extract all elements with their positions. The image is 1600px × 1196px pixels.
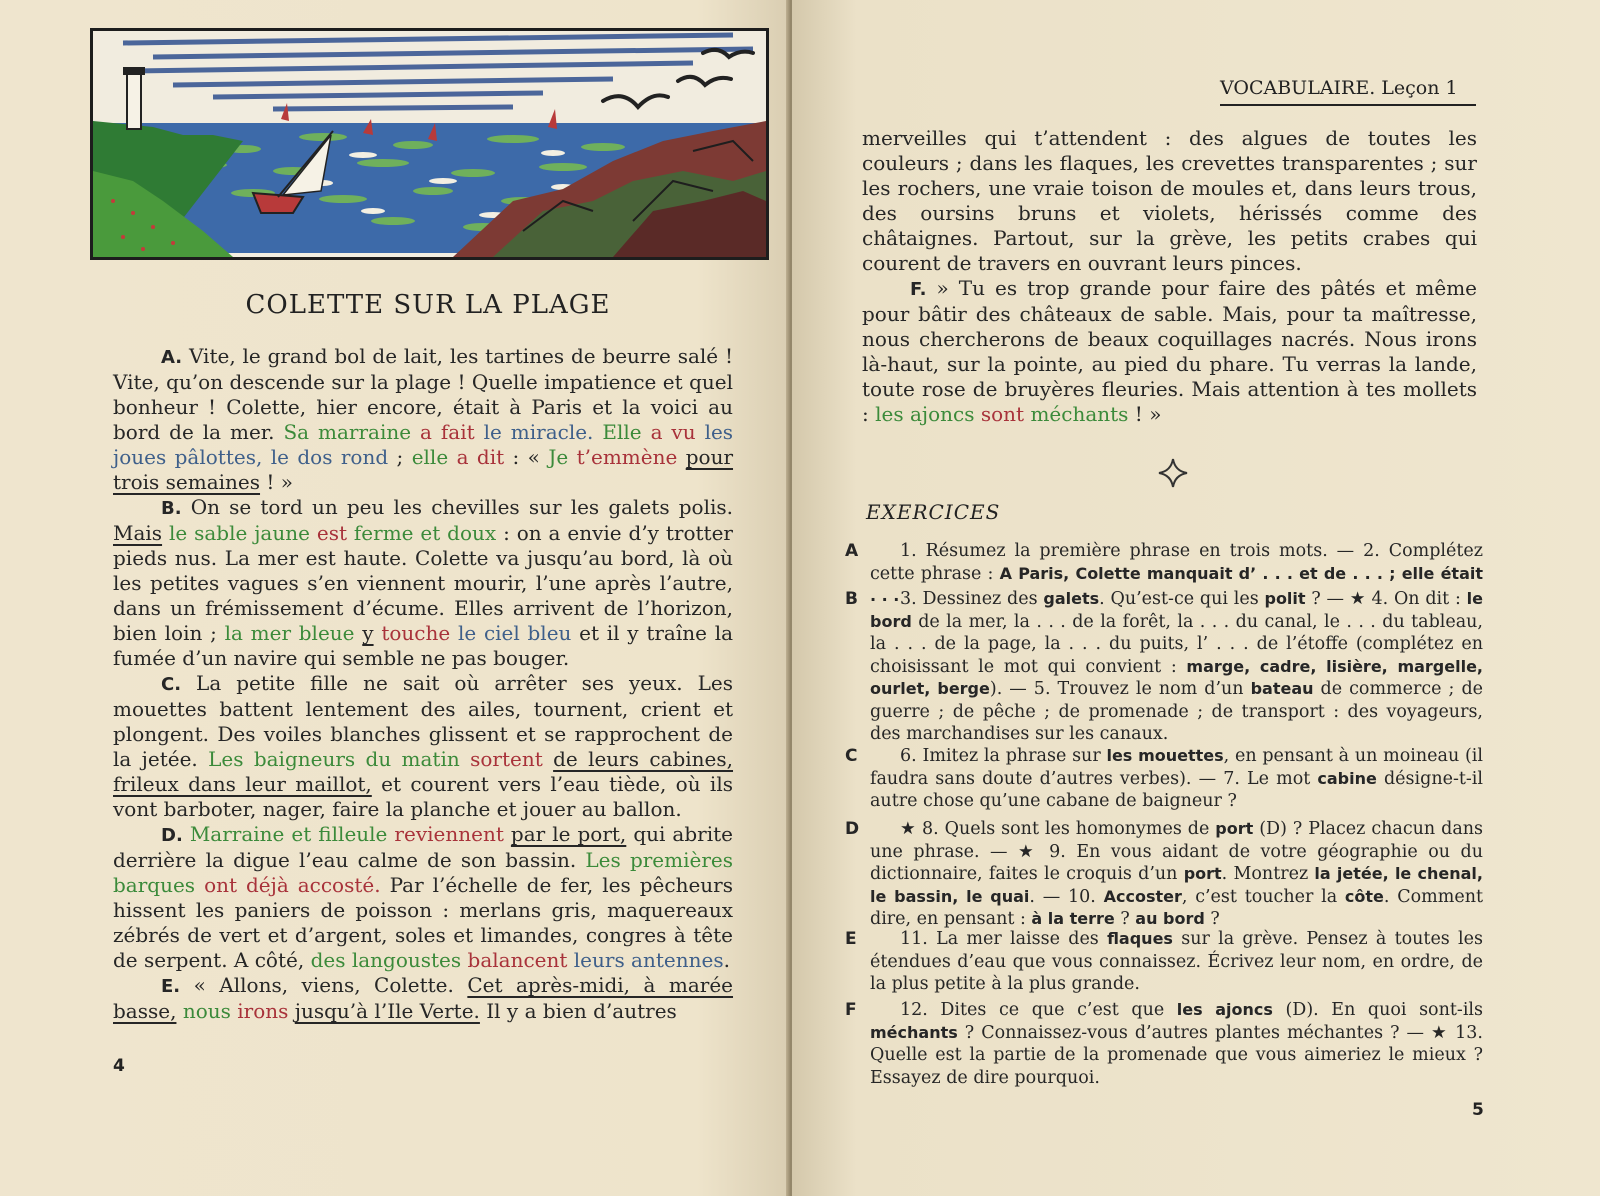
paragraph-f [862,276,1477,427]
exercise-run: désigne-t-il autre chose qu’une cabane de baigneur ? [870,768,1483,811]
exercise-letter: A [845,541,859,561]
text-run: les joues pâlottes, le dos rond [113,420,734,469]
text-run: Marraine et filleule [189,822,388,846]
text-run: balancent [467,948,568,972]
text-run: le miracle. [483,420,594,444]
exercise-run: ). — 5. Trouvez le nom d’un [989,679,1251,699]
header-text: VOCABULAIRE. Leçon 1 [1220,77,1458,99]
exercise-run: ? Connaissez-vous d’autres plantes méchantes ? — ★ 13. Quelle est la partie de la promenade que vous aimeriez le mieux ? Essayez de dire pourquoi. [870,1022,1483,1088]
text-run: ferme et doux [353,521,497,545]
exercise-keyword: cabine [1317,768,1377,788]
text-run: . [723,948,730,972]
exercise-keyword: au bord [1135,909,1205,928]
reading-text [113,344,733,1024]
exercise-letter: C [845,746,858,766]
exercise-run: . Montrez [1221,864,1315,884]
text-run: ont déjà accosté. [204,873,381,897]
exercise-keyword: port [1215,819,1254,838]
exercise-run: sur la grève. Pensez à toutes les étendues d’eau que vous connaissez. Écrivez leur nom, en ordre, de la plus petite à la plus grande. [870,929,1483,994]
exercise-keyword: galets [1043,589,1100,608]
exercise-block [845,928,1483,996]
exercise-run: ? [1114,909,1136,929]
exercise-block [845,588,1483,746]
text-run: a fait [420,420,475,444]
text-run: leurs antennes [573,948,724,972]
text-run: Il y a bien d’autres [479,999,677,1023]
underlined-run: Mais [113,521,163,545]
exercise-run: (D) ? Placez chacun dans une phrase. — ★ 9. En vous aidant de votre géographie ou du dictionnaire, faites le croquis d’un [870,819,1483,884]
paragraph-d [113,822,733,973]
underlined-run: y [362,621,374,645]
exercise-keyword: les ajoncs [1176,1000,1273,1019]
text-run: Par l’échelle de fer, les pêcheurs hissent les paniers de poisson : merlans gris, maquereaux zébrés de vert et d’argent, soles et limandes, congres à tête de serpent. A côté, [113,873,733,972]
header-rule [1220,104,1476,106]
text-run: » Tu es trop grande pour faire des pâtés et même pour bâtir des châteaux de sable. Mais, pour ta maîtresse, nous chercherons de beaux coquillages nacrés. Nous irons là-haut, sur la pointe, au pied du phare. Tu verras la lande, toute rose de bruyères fleuries. Mais attention à tes mollets : [862,276,1478,426]
text-run: sortent [470,747,543,771]
exercise-text [870,588,1483,746]
exercise-keyword: la jetée, le chenal, le bassin, le quai [870,864,1483,906]
exercise-run: 11. La mer laisse des [900,929,1108,949]
paragraph-label: C. [161,674,182,695]
exercise-run: 1. Résumez la première phrase en trois mots. — 2. Complétez cette phrase : [870,541,1483,584]
text-run: ! » [1128,402,1162,426]
exercise-text [870,745,1483,813]
exercise-text [870,999,1483,1089]
text-run: On se tord un peu les chevilles sur les galets polis. [190,495,733,519]
underlined-run: par le port, [510,822,627,846]
text-run: les ajoncs [875,402,975,426]
exercise-keyword: méchants [870,1022,958,1042]
exercise-text [870,818,1483,931]
paragraph-label: D. [161,825,183,846]
exercise-keyword: à la terre [1031,909,1115,928]
ornament-diamond-icon [1158,458,1188,488]
text-run: elle [411,445,449,469]
underlined-run: pour trois semaines [113,445,734,494]
exercise-letter: D [845,819,860,839]
exercise-run: . Comment dire, en pensant : [870,886,1483,929]
text-run: Je [548,445,569,469]
text-run: le ciel bleu [457,621,572,645]
text-run: irons [237,999,289,1023]
exercise-run: , en pensant à un moineau (il faudra sans doute d’autres verbes). — 7. Le mot [870,746,1483,789]
paragraph-label: B. [161,498,182,519]
text-run: touche [381,621,451,645]
text-run: a dit [456,445,505,469]
text-run: « Allons, viens, Colette. [193,973,468,997]
text-run: Vite, le grand bol de lait, les tartines de beurre salé ! Vite, qu’on descende sur la plage ! Quelle impatience et quel bonheur ! Colette, hier encore, était à Paris et la voici au bord de la mer. [113,344,733,444]
exercise-keyword: les mouettes [1106,746,1224,765]
text-run: a vu [650,420,696,444]
text-run: : « [504,445,549,469]
exercise-run: . Qu’est-ce qui les [1099,589,1265,609]
exercise-run: (D). En quoi sont-ils [1272,1000,1483,1020]
text-run: la mer bleue [224,621,355,645]
exercise-text [870,928,1483,996]
text-run: nous [182,999,231,1023]
exercise-keyword: flaques [1107,929,1173,948]
exercises-heading: EXERCICES [866,500,1001,524]
text-run: méchants [1030,402,1129,426]
left-page [0,0,792,1196]
text-run: qui abrite derrière la digue l’eau calme de son bassin. [113,822,733,872]
text-run: Les premières barques [113,848,734,897]
exercise-keyword: marge, cadre, lisière, margelle, ourlet, berge [870,656,1484,698]
exercise-letter: E [845,929,857,949]
exercise-run: ? [1204,909,1220,929]
exercise-keyword: Accoster [1103,886,1182,906]
exercise-run: 12. Dites ce que c’est que [900,1000,1177,1020]
paragraph-b [113,495,733,671]
text-run: t’emmène [576,445,678,469]
lesson-title: COLETTE SUR LA PLAGE [245,290,611,320]
exercise-keyword: A Paris, Colette manquait d’ . . . et de . . . ; elle était . . . [870,563,1483,605]
text-run: des langoustes [310,948,462,972]
paragraph-e [113,973,733,1024]
text-run: Elle [602,420,642,444]
exercise-keyword: bateau [1250,679,1314,698]
exercise-run: , c’est toucher la [1181,886,1345,907]
text-run: ; [388,445,412,469]
page-number-right: 5 [1472,1100,1484,1120]
paragraph-c [113,671,733,822]
exercise-block [845,818,1483,931]
exercise-letter: B [845,589,858,609]
paragraph-label: A. [161,347,183,368]
exercise-run: de la mer, la . . . de la forêt, la . . . du canal, le . . . du tableau, la . . . de la page, la . . . du puits, l’ . . . de l’étoffe (complétez en choisissant le mot qui convient : [870,611,1483,677]
exercise-run: . — 10. [1029,886,1104,907]
exercise-keyword: le bord [870,589,1483,631]
underlined-run: de leurs cabines, [553,747,734,771]
page-number-left: 4 [113,1056,125,1076]
text-run: sont [980,402,1025,426]
paragraph-label: E. [161,976,181,997]
exercise-run: 3. Dessinez des [900,589,1044,609]
continuation-paragraph: merveilles qui t’attendent : des algues de toutes les couleurs ; dans les flaques, les crevettes transparentes ; sur les rochers, une vraie toison de moules et, dans leurs trous, des oursins bruns et violets, hérissés comme des châtaignes. Partout, sur la grève, les petits crabes qui courent de travers en ouvrant leurs pinces. [862,126,1477,275]
seaside-illustration [90,28,769,260]
exercise-block [845,745,1483,813]
text-run: Sa marraine [283,420,412,444]
text-run: : on a envie d’y trotter pieds nus. La mer est haute. Colette va jusqu’au bord, là où les petites vagues s’en viennent mourir, l’une après l’autre, dans un frémissement d’écume. Elles arrivent de l’horizon, bien loin ; [113,521,733,645]
text-run: Les baigneurs du matin [208,747,460,771]
exercise-run: ★ 8. Quels sont les homonymes de [900,819,1216,839]
exercise-block [845,999,1483,1089]
text-run: ! » [260,470,294,494]
text-run: La petite fille ne sait où arrêter ses yeux. Les mouettes battent lentement des ailes, tournent, crient et plongent. Des voiles blanches glissent et se rapprochent de la jetée. [113,671,733,771]
text-run: et il y traîne la fumée d’un navire qui semble ne pas bouger. [113,621,734,670]
underlined-run: frileux dans leur maillot, [113,772,372,796]
exercise-run: ? — ★ 4. On dit : [1305,589,1467,609]
seaside-illustration-drawing [93,31,766,257]
exercise-run: de commerce ; de guerre ; de pêche ; de promenade ; de transport : des voyageurs, des marchandises sur les canaux. [870,679,1484,744]
exercise-keyword: polit [1264,589,1306,608]
exercise-run: 6. Imitez la phrase sur [900,746,1107,766]
underlined-run: jusqu’à l’Ile Verte. [294,999,480,1023]
text-run: le sable jaune [168,521,310,545]
text-run: est [316,521,347,545]
text-run: et courent vers l’eau tiède, où ils vont barboter, nager, faire la planche et jouer au ballon. [113,772,733,821]
running-header [1220,77,1458,99]
underlined-run: Cet après-midi, à marée basse, [113,973,734,1023]
exercise-letter: F [845,1000,857,1020]
paragraph-label: F. [910,279,927,300]
paragraph-a [113,344,733,495]
exercise-keyword: côte [1344,886,1384,906]
reading-text-continued [862,126,1477,427]
exercise-keyword: port [1183,864,1222,883]
text-run: reviennent [394,822,504,846]
